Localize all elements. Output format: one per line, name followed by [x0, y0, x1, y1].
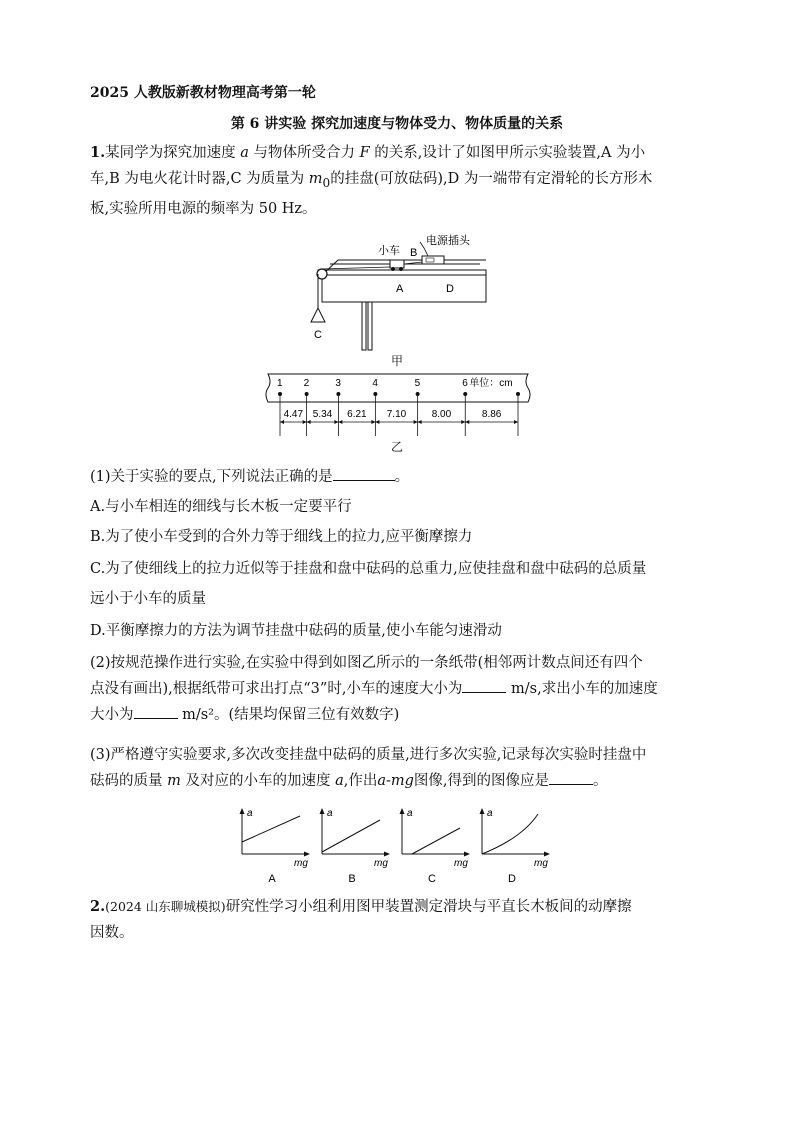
tape-point-label: 2	[303, 378, 310, 389]
graph-x-label: mg	[294, 858, 308, 869]
graph-arrow	[400, 808, 405, 814]
var-F: F	[359, 145, 370, 161]
option-D: D.平衡摩擦力的方法为调节挂盘中砝码的质量,使小车能匀速滑动	[90, 623, 502, 639]
q1-sub3-end: 。	[593, 773, 608, 789]
graph-arrow	[240, 808, 245, 814]
q1-sub2-text: 点没有画出),根据纸带可求出打点“3”时,小车的速度大小为	[90, 681, 463, 697]
q1-sub2	[90, 650, 710, 728]
graph-x-label: mg	[374, 858, 388, 869]
graph-arrow	[480, 808, 485, 814]
graph-curve	[482, 814, 538, 854]
tape-arrow	[461, 420, 465, 424]
label-C: C	[314, 329, 322, 341]
graph-arrow	[464, 852, 470, 857]
var-a: a	[240, 145, 249, 161]
figure-caption-jia: 甲	[391, 354, 404, 368]
tape-arrow	[338, 420, 342, 424]
tape-distance-label: 4.47	[283, 409, 304, 420]
figure-tape	[262, 370, 534, 438]
tape-distance-label: 8.86	[481, 409, 502, 420]
q2-source: (2024 山东聊城模拟)	[105, 899, 226, 914]
tape-arrow	[371, 420, 375, 424]
option-A: A.与小车相连的细线与长木板一定要平行	[90, 499, 352, 515]
q1-text: 的关系,设计了如图甲所示实验装置,A 为小	[374, 145, 646, 161]
q1-number: 1.	[90, 144, 106, 161]
graph-arrow	[320, 808, 325, 814]
graph-option-letter: D	[508, 873, 516, 885]
q1-sub3-text: ,作出	[343, 773, 378, 789]
q1-text: 的挂盘(可放砝码),D 为一端带有定滑轮的长方形木	[330, 171, 653, 187]
tape-arrow	[334, 420, 338, 424]
q1-stem	[90, 140, 710, 222]
tape-arrow	[307, 420, 311, 424]
graph-y-label: a	[247, 808, 253, 819]
q1-sub1	[90, 464, 710, 490]
tape-arrow	[280, 420, 284, 424]
tape-distance-label: 8.00	[431, 409, 452, 420]
option-C: C.为了使细线上的拉力近似等于挂盘和盘中砝码的总重力,应使挂盘和盘中砝码的总质量	[90, 561, 647, 577]
q2-text: 研究性学习小组利用图甲装置测定滑块与平直长木板间的动摩擦	[225, 899, 632, 915]
graph-x-label: mg	[454, 858, 468, 869]
q2-text: 因数。	[90, 925, 134, 941]
label-car: 小车	[378, 245, 400, 257]
tape-arrow	[418, 420, 422, 424]
lesson-title: 第 6 讲实验 探究加速度与物体受力、物体质量的关系	[230, 116, 564, 132]
graph-option-letter: B	[348, 873, 356, 885]
tape-arrow	[375, 420, 379, 424]
graph-curve	[322, 820, 380, 852]
q1-sub2-text: 大小为	[90, 707, 134, 723]
figure-caption-yi: 乙	[391, 440, 404, 454]
tape-unit: 单位：cm	[469, 378, 513, 389]
q1-sub3-text: 及对应的小车的加速度	[185, 773, 331, 789]
answer-blank-1[interactable]	[333, 464, 395, 481]
graph-y-label: a	[487, 808, 493, 819]
q1-sub2-text: m/s²。(结果均保留三位有效数字)	[182, 707, 400, 723]
q1-sub2-text: m/s,求出小车的加速度	[511, 681, 658, 697]
option-B: B.为了使小车受到的合外力等于细线上的拉力,应平衡摩擦力	[90, 529, 473, 545]
tape-point-label: 6	[462, 378, 468, 389]
graph-curve	[242, 816, 300, 842]
graph-x-label: mg	[534, 858, 548, 869]
q1-sub3-text: 图像,得到的图像应是	[413, 773, 550, 789]
tape-point-label: 1	[277, 378, 283, 389]
var-m: m	[167, 773, 181, 789]
q1-sub2-text: (2)按规范操作进行实验,在实验中得到如图乙所示的一条纸带(相邻两计数点间还有四个	[90, 655, 643, 671]
answer-blank-3[interactable]	[134, 702, 178, 719]
tape-distance-label: 6.21	[347, 409, 367, 420]
q1-text: 某同学为探究加速度	[105, 145, 236, 161]
graph-curve	[412, 828, 460, 854]
figure-graph-options	[232, 806, 562, 886]
graph-arrow	[304, 852, 310, 857]
label-B: B	[410, 247, 418, 259]
label-plug: 电源插头	[426, 235, 470, 247]
tape-point-label: 4	[372, 378, 378, 389]
tape-arrow	[303, 420, 307, 424]
series-title: 2025 人教版新教材物理高考第一轮	[90, 85, 316, 101]
graph-option-letter: A	[268, 873, 276, 885]
q1-text: 与物体所受合力	[253, 145, 356, 161]
option-C-cont: 远小于小车的质量	[90, 591, 206, 607]
label-D: D	[446, 283, 454, 295]
tape-distance-label: 7.10	[386, 409, 407, 420]
tape-arrow	[414, 420, 418, 424]
q1-sub1-text: (1)关于实验的要点,下列说法正确的是	[90, 469, 333, 485]
var-a-mg: a-mg	[377, 773, 414, 789]
graph-option-letter: C	[428, 873, 436, 885]
q1-text: 车,B 为电火花计时器,C 为质量为	[90, 171, 305, 187]
tape-arrow	[465, 420, 469, 424]
var-m0-sub: 0	[322, 175, 331, 190]
tape-point-label: 5	[414, 378, 421, 389]
tape-arrow	[514, 420, 518, 424]
q2-stem	[90, 894, 710, 946]
tape-distance-label: 5.34	[312, 409, 333, 420]
q2-number: 2.	[90, 898, 106, 915]
q1-text: 板,实验所用电源的频率为 50 Hz。	[90, 200, 317, 217]
var-a: a	[335, 773, 344, 789]
answer-blank-4[interactable]	[549, 768, 593, 785]
q1-sub3-text: 砝码的质量	[90, 773, 163, 789]
graph-y-label: a	[327, 808, 333, 819]
tape-point-label: 3	[335, 378, 341, 389]
graph-y-label: a	[407, 808, 413, 819]
label-A: A	[396, 283, 404, 295]
var-m0: m	[308, 171, 323, 187]
q1-sub1-end: 。	[394, 469, 410, 485]
q1-sub3	[90, 742, 710, 794]
q1-sub3-text: (3)严格遵守实验要求,多次改变挂盘中砝码的质量,进行多次实验,记录每次实验时挂盘中	[90, 747, 647, 763]
answer-blank-2[interactable]	[462, 676, 506, 693]
graph-arrow	[544, 852, 550, 857]
graph-arrow	[384, 852, 390, 857]
figure-apparatus	[298, 230, 498, 370]
